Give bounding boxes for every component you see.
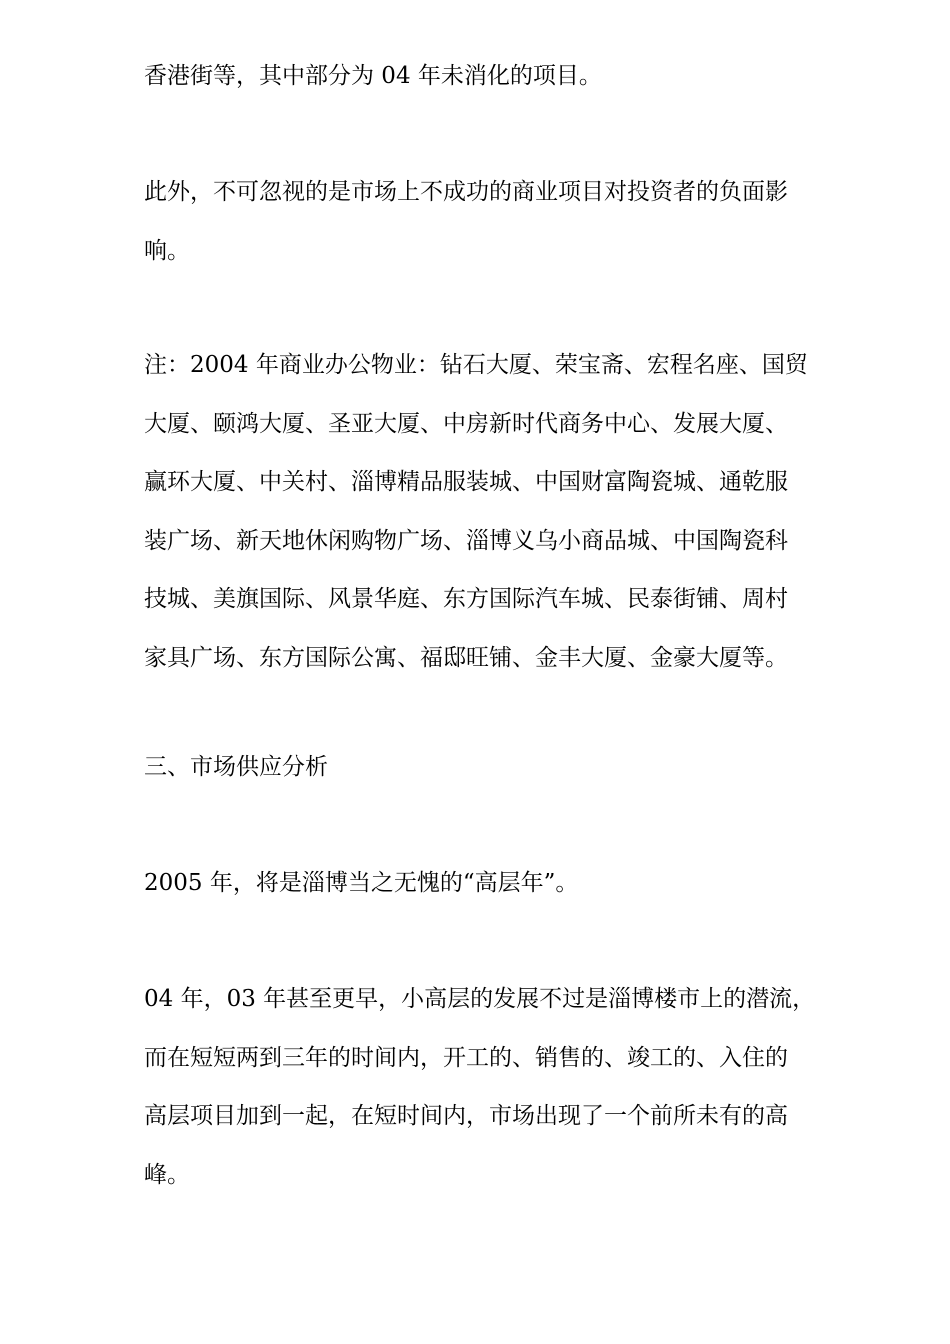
paragraph-2 bbox=[144, 163, 864, 280]
paragraph-5 bbox=[144, 970, 864, 1204]
text-line: 大厦、颐鸿大厦、圣亚大厦、中房新时代商务中心、发展大厦、 bbox=[144, 410, 788, 437]
text-line: 技城、美旗国际、风景华庭、东方国际汽车城、民泰街铺、周村 bbox=[144, 586, 788, 612]
text-line: 峰。 bbox=[144, 1161, 190, 1188]
text-line: 赢环大厦、中关村、淄博精品服装城、中国财富陶瓷城、通乾服 bbox=[144, 469, 788, 495]
text-line: 响。 bbox=[144, 237, 190, 264]
text-line: 2005 年，将是淄博当之无愧的“高层年”。 bbox=[144, 870, 579, 896]
text-line: 三、市场供应分析 bbox=[144, 754, 328, 780]
text-line: 家具广场、东方国际公寓、福邸旺铺、金丰大厦、金豪大厦等。 bbox=[144, 644, 788, 671]
text-line: 香港街等，其中部分为 04 年未消化的项目。 bbox=[144, 63, 602, 89]
text-line: 04 年，03 年甚至更早，小高层的发展不过是淄博楼市上的潜流， bbox=[144, 986, 816, 1012]
text-line: 高层项目加到一起，在短时间内，市场出现了一个前所未有的高 bbox=[144, 1103, 788, 1129]
text-line: 注：2004 年商业办公物业：钻石大厦、荣宝斋、宏程名座、国贸 bbox=[144, 352, 808, 378]
paragraph-4 bbox=[144, 854, 864, 913]
paragraph-1 bbox=[144, 47, 864, 106]
text-line: 装广场、新天地休闲购物广场、淄博义乌小商品城、中国陶瓷科 bbox=[144, 527, 788, 554]
paragraph-3-note bbox=[144, 336, 864, 687]
text-line: 而在短短两到三年的时间内，开工的、销售的、竣工的、入住的 bbox=[144, 1044, 788, 1071]
section-heading bbox=[144, 738, 864, 797]
text-line: 此外，不可忽视的是市场上不成功的商业项目对投资者的负面影 bbox=[144, 179, 788, 205]
